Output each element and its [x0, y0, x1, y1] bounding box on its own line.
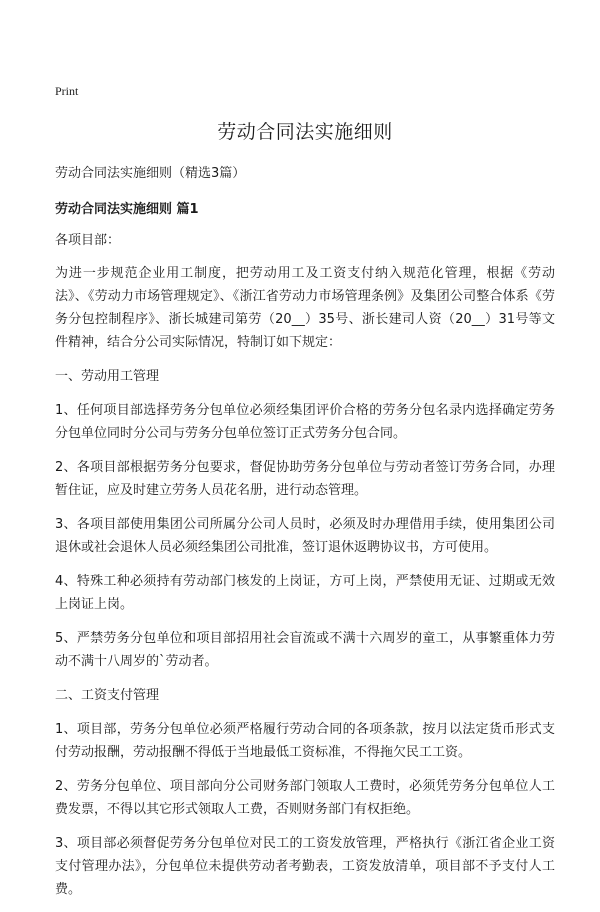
document-title: 劳动合同法实施细则 [217, 121, 393, 143]
labor-item-4: 4、特殊工种必须持有劳动部门核发的上岗证，方可上岗，严禁使用无证、过期或无效上岗证上岗。 [55, 574, 555, 612]
wage-item-1: 1、项目部，劳务分包单位必须严格履行劳动合同的各项条款，按月以法定货币形式支付劳动报酬，劳动报酬不得低于当地最低工资标准，不得拖欠民工工资。 [55, 722, 555, 760]
labor-item-1: 1、任何项目部选择劳务分包单位必须经集团评价合格的劳务分包名录内选择确定劳务分包单位同时分公司与劳务分包单位签订正式劳务分包合同。 [55, 403, 555, 441]
labor-item-3: 3、各项目部使用集团公司所属分公司人员时，必须及时办理借用手续，使用集团公司退休或社会退休人员必须经集团公司批准，签订退休返聘协议书，方可使用。 [55, 517, 555, 555]
labor-item-2: 2、各项目部根据劳务分包要求，督促协助劳务分包单位与劳动者签订劳务合同，办理暂住证，应及时建立劳务人员花名册，进行动态管理。 [55, 460, 555, 498]
labor-item-5: 5、严禁劳务分包单位和项目部招用社会盲流或不满十六周岁的童工，从事繁重体力劳动不满十八周岁的`劳动者。 [55, 631, 555, 669]
heading-labor-management: 一、劳动用工管理 [55, 369, 160, 384]
wage-item-3: 3、项目部必须督促劳务分包单位对民工的工资发放管理，严格执行《浙江省企业工资支付管理办法》，分包单位未提供劳动者考勤表，工资发放清单，项目部不予支付人工费。 [55, 836, 555, 897]
intro-paragraph: 为进一步规范企业用工制度，把劳动用工及工资支付纳入规范化管理，根据《劳动法》、《劳动力市场管理规定》、《浙江省劳动力市场管理条例》及集团公司整合体系《劳务分包控制程序》、浙长城建司第劳（20__）35号、浙长建司人资（20__）31号等文件精神，结合分公司实际情况，特制订如下规定： [55, 266, 555, 350]
document-subtitle: 劳动合同法实施细则（精选3篇） [55, 166, 246, 181]
document-page [55, 84, 555, 912]
greeting: 各项目部： [55, 233, 121, 248]
section-heading: 劳动合同法实施细则 篇1 [55, 202, 199, 217]
print-link[interactable]: Print [55, 84, 79, 98]
wage-item-2: 2、劳务分包单位、项目部向分公司财务部门领取人工费时，必须凭劳务分包单位人工费发票，不得以其它形式领取人工费，否则财务部门有权拒绝。 [55, 779, 555, 817]
heading-wage-management: 二、工资支付管理 [55, 688, 160, 703]
